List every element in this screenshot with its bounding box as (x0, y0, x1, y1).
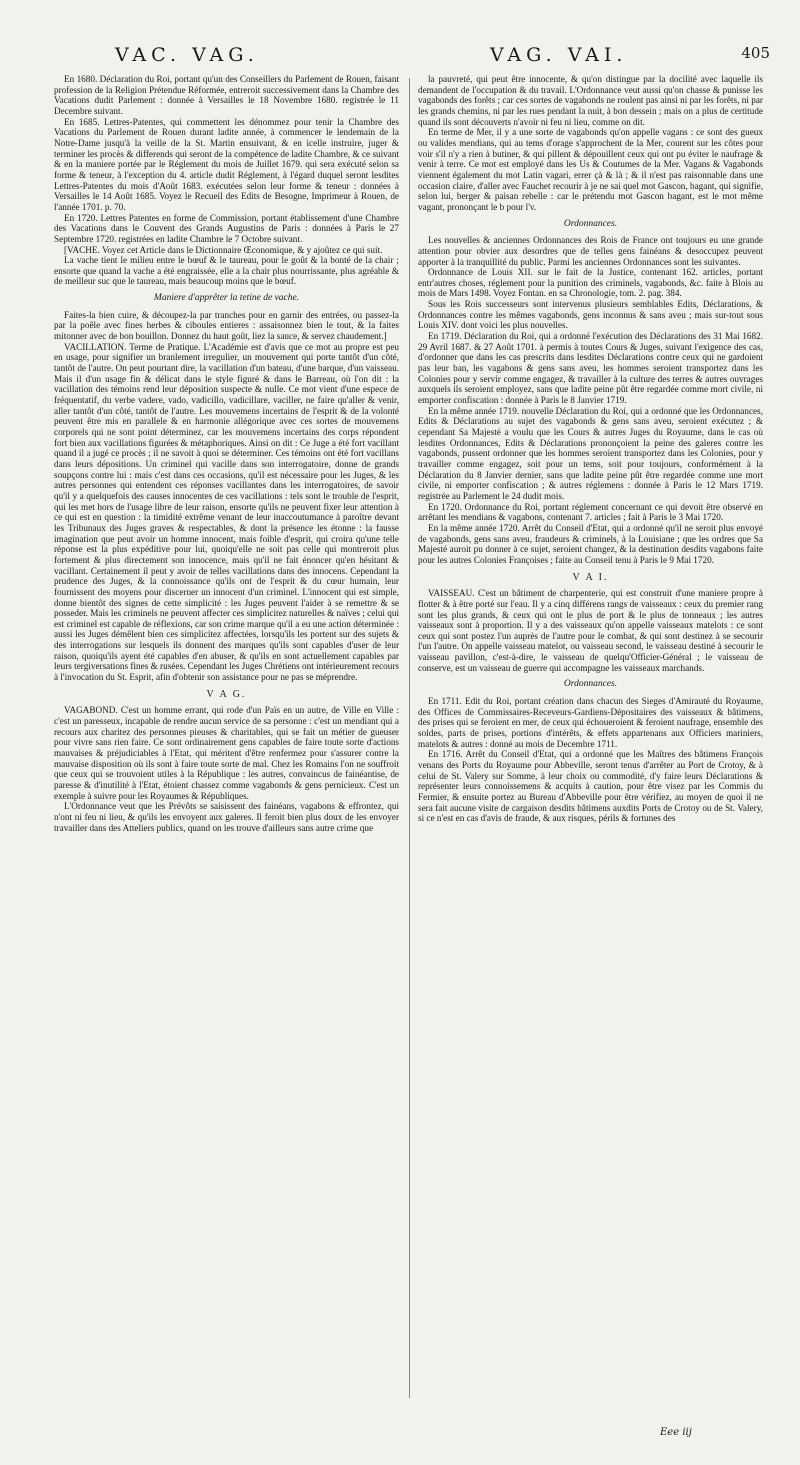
left-entries-3 (54, 705, 399, 833)
paragraph: la pauvreté, qui peut être innocente, & qu'on distingue par la docilité avec laquelle ils demandent de l'occupation & du travail. L'Ordonnance veut aussi qu'on chasse & punisse les vagabonds des forêts ; car ces sortes de vagabonds ne roulent pas ainsi ni par les forêts, ni par les grands chemins, ni par les rues pendant la nuit, à bon dessein ; mais on a plus de certitude quand ils sont découverts n'avoir ni feu ni lieu, comme on dit. (418, 74, 763, 127)
section-heading-vag: V A G. (206, 688, 247, 700)
paragraph: En 1720. Lettres Patentes en forme de Commission, portant établissement d'une Chambre des Vacations dans le Couvent des Grands Augustins de Paris : données à Paris le 27 Septembre 1720. registrées en ladite Chambre le 7 Octobre suivant. (54, 212, 399, 244)
paragraph: En 1719. Déclaration du Roi, qui a ordonné l'exécution des Déclarations des 31 Mai 1682. 29 Avril 1687. & 27 Août 1701. à permis à toutes Cours & Juges, suivant l'exigence des cas, d'ordonner que dans les cas prescrits dans lesdites Déclarations contre ceux qui ne gardoient pas leur ban, les vagabons & gens sans aveu, les hommes seroient transportez dans les Colonies pour y servir comme engagez, & travailler à la culture des terres & autres ouvrages auxquels ils seroient employez, sans que ladite peine pût être regardée comme mort civile, ni emporter confiscation : donnée à Paris le 8 Janvier 1719. (418, 331, 763, 406)
paragraph: L'Ordonnance veut que les Prévôts se saisissent des fainéans, vagabons & effrontez, qui n'ont ni feu ni lieu, & qu'ils les envoyent aux galeres. Il feroit bien plus doux de les envoyer travailler dans des Atteliers publics, quand on les trouve d'ailleurs sans autre crime que (54, 801, 399, 833)
left-entries-1 (54, 74, 399, 287)
signature-mark: Eee iij (660, 1427, 692, 1438)
right-entries-3 (418, 588, 763, 673)
left-column (54, 74, 399, 1404)
paragraph: En terme de Mer, il y a une sorte de vagabonds qu'on appelle vagans : ce sont des gueux ou valides mendians, qui au tems d'orage s'approchent de la Mer, courent sur les côtes pour voir s'il n'y a rien à butiner, & qui pillent & dépouillent ceux qui ont pu éviter le naufrage & venir à terre. Ce mot est employé dans les Us & Coutumes de la Mer. Vagans & Vagabonds viennent également du mot Latin vagari, errer çà & là ; & il n'est pas raisonnable dans une occasion claire, d'aller avec Fauchet recourir à je ne sai quel mot Gascon, bagant, qui signifie, selon lui, berger & paisan rebelle : car le prétendu mot Gascon bagant, est le mot même vagant, prononçant le b pour l'v. (418, 127, 763, 212)
paragraph: VACILLATION. Terme de Pratique. L'Académie est d'avis que ce mot au propre est peu en usage, pour signifier un branlement irregulier, un mouvement qui porte tantôt d'un côté, tantôt de l'autre. On peut pourtant dire, la vacillation d'un bateau, d'une barque, d'un vaisseau. Mais il d'un usage fin & délicat dans le style figuré & dans le Barreau, où l'on dit : la vacillation des témoins rend leur déposition suspecte & nulle. Ce mot vient d'une espece de fréquentatif, du verbe vadere, vado, vadicillo, vadicillare, vaciller, ne faire qu'aller & venir, aller tantôt d'un côté, tantôt de l'autre. Les mouvemens incertains de l'esprit & de la volonté peuvent être mis en parallele & en harmonie allégorique avec ces sortes de mouvemens corporels qui ne sont point déterminez, car les mouvemens incertains des corps répondent fort bien aux vacillations figurées & métaphoriques. Ainsi on dit : Ce Juge a été fort vacillant quand il a jugé ce procès ; il ne savoit à quoi se déterminer. Ces témoins ont été fort vacillans dans leurs dépositions. Un criminel qui vacille dans son interrogatoire, donne de grands soupçons contre lui : mais c'est dans ces occasions, qu'il est nécessaire pour les Juges, & les autres personnes qui entendent ces réponses vacillantes dans les interrogatoires, de savoir qu'il y a quelquefois des causes innocentes de ces vacillations : tels sont le trouble de l'esprit, qui les met hors de l'usage libre de leur raison, ensorte qu'ils ne peuvent fixer leur attention à ce qui est en question : la timidité extrême venant de leur inaccoutumance à paroître devant les Tribunaux des Juges graves & respectables, & dont la présence les étonne : la fausse imagination que peut avoir un homme innocent, mais foible d'esprit, qui croira qu'une telle réponse est la plus expéditive pour lui, quoiqu'elle ne soit pas celle qui montreroit plus fortement & plus directement son innocence, mais qu'il ne fait énoncer qu'en hésitant & vacillant. Certainement il peut y avoir de telles vacillations dans des innocens. Cependant la prudence des Juges, & la connoissance qu'ils ont de l'esprit & du cœur humain, leur fournissent des moyens pour discerner un innocent d'un criminel. L'innocent qui est simple, donne bientôt des signes de cette simplicité : les Juges peuvent l'aider à se remettre & se posseder. Mais les criminels ne peuvent affecter ces simplicitez naturelles & naïves ; celui qui est criminel est capable de réflexions, car son crime marque qu'il a eu une action déterminée : aussi les Juges démêlent bien ces simplicitez affectées, lorsqu'ils les portent sur des sujets & des interrogations sur lesquels ils donnent des marques qu'ils sont capables d'user de leur raison, quoiqu'ils ayent été capables d'en abuser, & qu'ils en sont actuellement capables par leurs tergiversations fines & rusées. Cependant les Juges Chrétiens ont intérieurement recours à l'invocation du St. Esprit, afin d'obtenir son assistance pour ne pas se méprendre. (54, 341, 399, 683)
running-header (40, 44, 770, 72)
paragraph: Faites-la bien cuire, & découpez-la par tranches pour en garnir des entrées, ou passez-la par la poêle avec fines herbes & ciboules entieres : assaisonnez bien le tout, & la faites mitonner avec de bon bouillon. Donnez du haut goût, liez la sauce, & servez chaudement.] (54, 309, 399, 342)
paragraph: En 1720. Ordonnance du Roi, portant réglement concernant ce qui devoit être observé en arrêtant les mendians & vagabons, contenant 7. articles ; fait à Paris le 3 Mai 1720. (418, 501, 763, 523)
paragraph: En la même année 1719. nouvelle Déclaration du Roi, qui a ordonné que les Ordonnances, Edits & Déclarations au sujet des vagabonds & gens sans aveu, seroient exécutez ; & cependant Sa Majesté a voulu que les Cours & autres Juges du Royaume, dans le cas où lesdites Ordonnances, Edits & Déclarations prononçoient la peine des galeres contre les vagabonds, pussent ordonner que les hommes seroient transportez dans les Colonies, pour y travailler comme engagez, soit pour un tems, soit pour toujours, conformément à la Déclaration du 8 Janvier dernier, sans que ladite peine pût être regardée comme une mort civile, ni emporter confiscation ; & autres réglemens : donnée à Paris le 12 Mars 1719. registrée au Parlement le 24 dudit mois. (418, 405, 763, 501)
paragraph: Les nouvelles & anciennes Ordonnances des Rois de France ont toujours eu une grande attention pour obvier aux desordres que de telles gens fainéans & desoccupez peuvent apporter à la tranquillité du public. Parmi les anciennes Ordonnances sont les suivantes. (418, 235, 763, 267)
paragraph: En 1711. Edit du Roi, portant création dans chacun des Sieges d'Amirauté du Royaume, des Offices de Commissaires-Receveurs-Gardiens-Dépositaires des vaisseaux & bâtimens, des prises qui se feroient en mer, de ceux qui échoueroient & feroient naufrage, ensemble des soldes, parts de prises, portions d'intérêts, & effets appartenans aux Officiers mariniers, matelots & autres : donné au mois de Decembre 1711. (418, 696, 763, 749)
column-divider (409, 78, 410, 1398)
paragraph: [VACHE. Voyez cet Article dans le Dictionnaire Œconomique, & y ajoûtez ce qui suit. (64, 244, 383, 255)
paragraph: En 1716. Arrêt du Conseil d'Etat, qui a ordonné que les Maîtres des bâtimens François venans des Ports du Royaume pour Abbeville, seront tenus d'arrêter au Port de Crotoy, & à celui de St. Valery sur Somme, à leur choix ou commodité, d'y faire leurs Déclarations & représenter leurs connoissemens & acquits à caution, pour être visez par les Commis du Fermier, & ensuite portez au Bureau d'Abbeville pour être vérifiez, au moyen de quoi il ne sera fait aucune visite de cargaison desdits bâtimens auxdits Ports de Crotoy ou de St. Valery, si ce n'est en cas d'avis de fraude, & aux risques, périls & fortunes des (418, 749, 763, 824)
left-entries-2 (54, 310, 399, 683)
paragraph: Ordonnance de Louis XII. sur le fait de la Justice, contenant 162. articles, portant entr'autres choses, réglement pour la punition des criminels, vagabonds, &c. faite à Blois au mois de Mars 1498. Voyez Fontan. en sa Chronologie, tom. 2. pag. 384. (418, 267, 763, 299)
header-left: VAC. VAG. (115, 44, 259, 66)
subheading-ordonnances-2: Ordonnances. (563, 679, 618, 690)
right-column (418, 74, 763, 1404)
page-number: 405 (741, 44, 770, 62)
header-right: VAG. VAI. (490, 44, 628, 66)
subheading-ordonnances-1: Ordonnances. (563, 218, 618, 229)
right-entries-1 (418, 74, 763, 213)
paragraph: Sous les Rois successeurs sont intervenus plusieurs semblables Edits, Déclarations, & Ordonnances contre les mêmes vagabonds, gens inconnus & sans aveu ; mais sur-tout sous Louis XIV. dont voici les plus nouvelles. (418, 299, 763, 331)
paragraph: VAGABOND. C'est un homme errant, qui rode d'un Païs en un autre, de Ville en Ville : c'est un paresseux, incapable de rendre aucun service de sa personne : c'est un mendiant qui a recours aux charitez des personnes pieuses & charitables, qui se fait un métier de gueuser pour vivre sans rien faire. Ce sont ordinairement gens capables de faire toute sorte d'actions mauvaises & préjudiciables à l'Etat, qui méritent d'être renfermez pour s'assurer contre la mauvaise disposition où ils sont à faire toute sorte de mal. Chez les Romains l'on ne souffroit que ceux qui se trouvoient utiles à la République : les autres, convaincus de fainéantise, de paresse & d'inutilité à l'Etat, étoient chassez comme vagabonds & gens pernicieux. C'est un exemple à suivre pour les Royaumes & Républiques. (54, 705, 399, 801)
paragraph: VAISSEAU. C'est un bâtiment de charpenterie, qui est construit d'une maniere propre à flotter & à être porté sur l'eau. Il y a cinq différens rangs de vaisseaux : ceux du premier rang sont les plus grands, & ceux qui ont le plus de port & le plus de tonneaux ; les autres vaisseaux sont à proportion. Il y a des vaisseaux qu'on appelle vaisseaux matelots : ce sont ceux qui sont postez l'un auprès de l'autre pour le combat, & qui sont destinez à se secourir l'un l'autre. On appelle vaisseau matelot, ou vaisseau second, le vaisseau destiné à secourir le vaisseau pavillon, c'est-à-dire, le vaisseau de quelqu'Officier-Général ; le vaisseau de conserve, est un vaisseau de guerre qui accompagne les vaisseaux marchands. (418, 588, 763, 673)
right-entries-4 (418, 696, 763, 824)
right-entries-2 (418, 235, 763, 565)
paragraph: La vache tient le milieu entre le bœuf & le taureau, pour le goût & la bonté de la chair ; ensorte que quand la vache a été engraissée, elle a la chair plus nourrissante, plus agréable & de meilleur suc que le taureau, mais beaucoup moins que le bœuf. (54, 255, 399, 287)
paragraph: En 1680. Déclaration du Roi, portant qu'un des Conseillers du Parlement de Rouen, faisant profession de la Religion Prétendue Réformée, entreroit successivement dans la Chambre des Vacations dudit Parlement : donnée à Versailles le 18 Novembre 1680. registrée le 11 Decembre suivant. (54, 74, 399, 116)
paragraph: En la même année 1720. Arrêt du Conseil d'Etat, qui a ordonné qu'il ne seroit plus envoyé de vagabonds, gens sans aveu, fraudeurs & criminels, à la Louisiane ; que les ordres que Sa Majesté auroit pu donner à ce sujet, seroient changez, & la destination desdits vagabons faite pour les autres Colonies Françoises ; faite au Conseil tenu à Paris le 9 Mai 1720. (418, 522, 763, 565)
section-heading-vai: V A I. (572, 571, 609, 583)
paragraph: En 1685. Lettres-Patentes, qui commettent les dénommez pour tenir la Chambre des Vacations du Parlement de Rouen durant ladite année, à commencer le lendemain de la Notre-Dame jusqu'à la veille de la St. Martin ensuivant, & en icelle instruire, juger & terminer les procès & differends qui seront de la compétence de ladite Chambre, & ce suivant & en la maniere portée par le Réglement du mois de Juillet 1679. qui sera exécuté selon sa forme & teneur, à l'exception du 4. article dudit Réglement, à l'égard duquel seront lesdites Lettres-Patentes du mois d'Août 1683. exécutées selon leur forme & teneur : données à Versailles le 14 Août 1685. Voyez le Recueil des Edits de Besogne, Imprimeur à Rouen, de l'année 1701. p. 70. (54, 116, 399, 212)
subheading-tetine: Maniere d'apprêter la tetine de vache. (153, 293, 300, 304)
